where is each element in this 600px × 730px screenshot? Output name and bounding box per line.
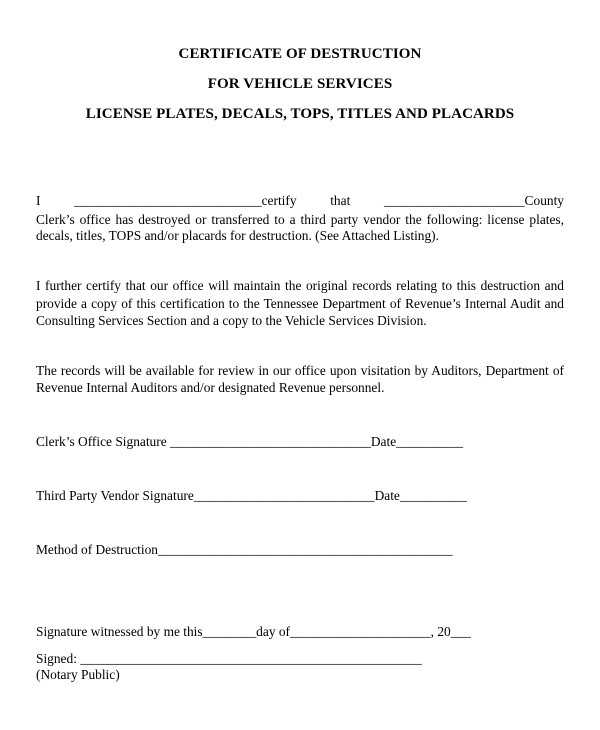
paragraph-3-line-1: The records will be available for review in our office upon visitation by Auditors, Department of	[36, 363, 564, 378]
method-of-destruction-field: Method of Destruction____________________________________________	[36, 542, 453, 557]
document-title: CERTIFICATE OF DESTRUCTION	[178, 46, 422, 62]
paragraph-2-line-2: provide a copy of this certification to the Tennessee Department of Revenue’s Internal Audit and	[36, 296, 564, 311]
notary-public-label: (Notary Public)	[36, 667, 120, 682]
signed-field: Signed: ___________________________________________________	[36, 651, 422, 666]
paragraph-2-line-1: I further certify that our office will maintain the original records relating to this destruction and	[36, 278, 564, 293]
clerk-signature-field: Clerk’s Office Signature ______________________________Date__________	[36, 434, 464, 449]
vendor-signature-field: Third Party Vendor Signature___________________________Date__________	[36, 488, 467, 503]
paragraph-3-line-2: Revenue Internal Auditors and/or designated Revenue personnel.	[36, 380, 385, 395]
document-subtitle: FOR VEHICLE SERVICES	[207, 76, 393, 92]
paragraph-1-line-2: Clerk’s office has destroyed or transferred to a third party vendor the following: license plates,	[36, 212, 564, 227]
paragraph-2-line-3: Consulting Services Section and a copy to the Vehicle Services Division.	[36, 313, 427, 328]
document-items-heading: LICENSE PLATES, DECALS, TOPS, TITLES AND PLACARDS	[85, 106, 515, 122]
witness-date-field: Signature witnessed by me this________day of_____________________, 20___	[36, 624, 471, 639]
paragraph-1-line-1: I ____________________________certify that _____________________County	[36, 193, 564, 208]
paragraph-1-line-3: decals, titles, TOPS and/or placards for destruction. (See Attached Listing).	[36, 228, 439, 243]
